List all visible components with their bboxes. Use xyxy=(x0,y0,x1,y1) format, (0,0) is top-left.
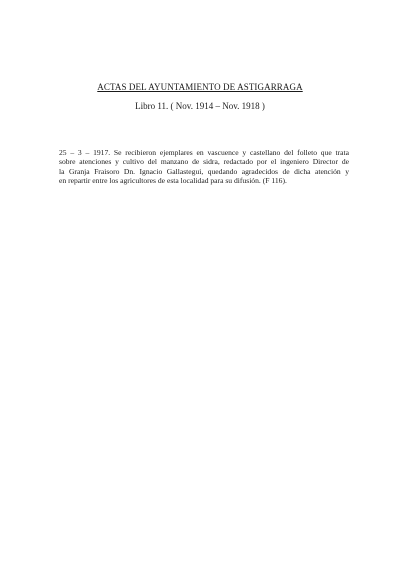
entry-line: en repartir entre los agricultores de esta localidad para su difusión. (F 116). xyxy=(59,176,287,186)
entry-line: la Granja Fraisoro Dn. Ignacio Gallastegui, quedando agradecidos de dicha atención y xyxy=(59,166,349,176)
document-title-text: ACTAS DEL AYUNTAMIENTO DE ASTIGARRAGA xyxy=(97,82,303,92)
document-title xyxy=(0,82,400,92)
entry-line: 25 – 3 – 1917. Se recibieron ejemplares en vascuence y castellano del folleto que trata xyxy=(59,148,349,157)
entry-line: sobre atenciones y cultivo del manzano de sidra, redactado por el ingeniero Director de xyxy=(59,157,349,167)
document-subtitle: Libro 11. ( Nov. 1914 – Nov. 1918 ) xyxy=(135,101,265,111)
entry-paragraph xyxy=(59,148,349,186)
